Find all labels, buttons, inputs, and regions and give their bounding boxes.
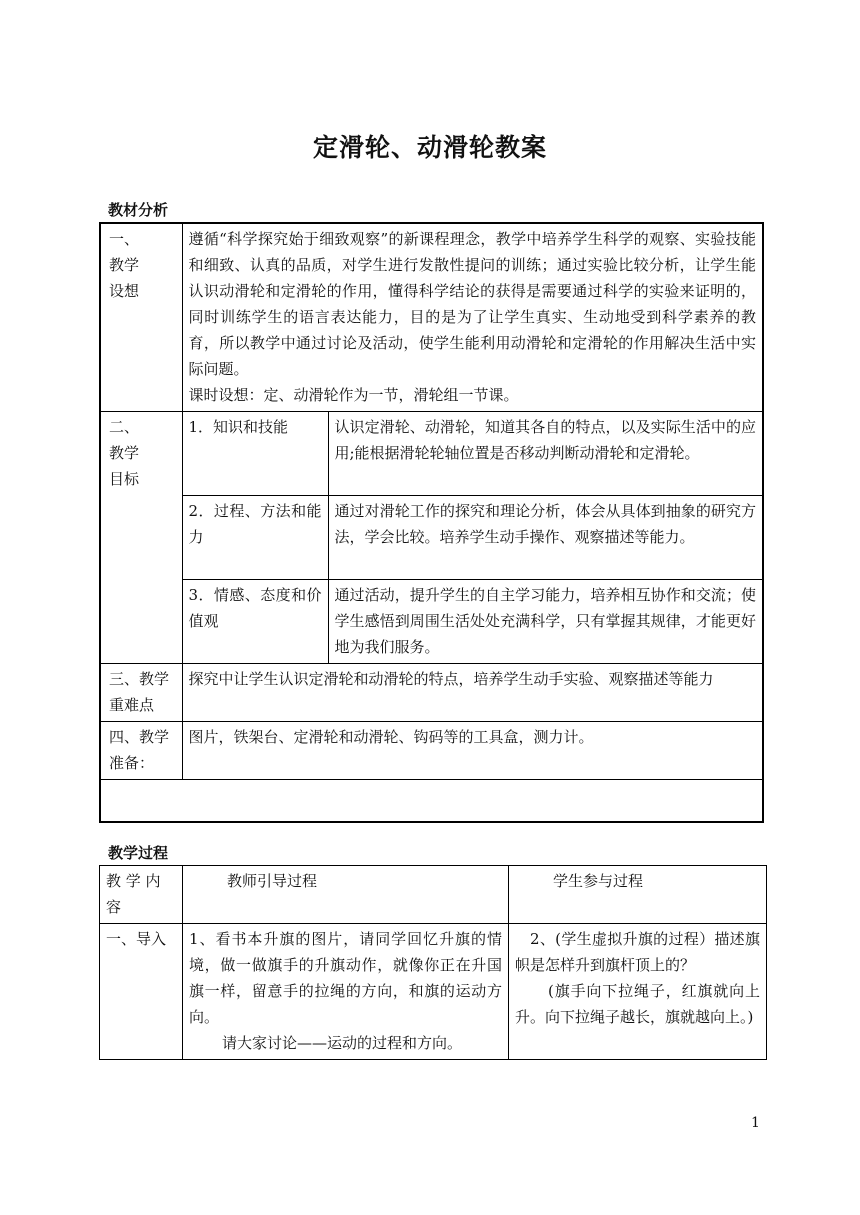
design-row-header: 一、 教学 设想 [100,223,182,412]
process-row [100,924,767,1060]
student-participation [509,924,767,1060]
empty-cell [100,780,763,823]
design-row [100,223,763,412]
header-content: 教 学 内 容 [100,866,183,924]
goal-row [100,580,763,664]
student-step-1: 2、(学生虚拟升旗的过程）描述旗帜是怎样升到旗杆顶上的？ [515,930,760,974]
design-text: 遵循“科学探究始于细致观察”的新课程理念，教学中培养学生科学的观察、实验技能和细致、认真的品质，对学生进行发散性提问的训练；通过实验比较分析，让学生能认识动滑轮和定滑轮的作用，懂得科学结论的获得是需要通过科学的实验来证明的，同时训练学生的语言表达能力，目的是为了让学生真实、生动地受到科学素养的教育，所以教学中通过讨论及活动，使学生能利用动滑轮和定滑轮的作用解决生活中实际问题。 [188,230,757,378]
page-number: 1 [751,1115,760,1131]
difficulty-row-header: 三、教学 重难点 [100,664,182,722]
student-step-2: (旗手向下拉绳子，红旗就向上升。向下拉绳子越长，旗就越向上。) [515,982,760,1026]
difficulty-text: 探究中让学生认识定滑轮和动滑轮的特点，培养学生动手实验、观察描述等能力 [182,664,763,722]
process-step: 一、导入 [100,924,183,1060]
teacher-step-1: 1、看书本升旗的图片，请同学回忆升旗的情境，做一做旗手的升旗动作，就像你正在升国旗一样，留意手的拉绳的方向，和旗的运动方向。 [189,930,502,1026]
difficulty-row [100,664,763,722]
document-title: 定滑轮、动滑轮教案 [312,133,547,162]
header-student: 学生参与过程 [509,866,767,924]
goals-row-header: 二、 教学 目标 [100,412,182,664]
header-row [100,866,767,924]
goal-text: 认识定滑轮、动滑轮，知道其各自的特点，以及实际生活中的应用;能根据滑轮轮轴位置是否移动判断动滑轮和定滑轮。 [328,412,763,496]
section-label-teaching-process: 教学过程 [108,844,169,862]
goal-text: 通过对滑轮工作的探究和理论分析，体会从具体到抽象的研究方法，学会比较。培养学生动手操作、观察描述等能力。 [328,496,763,580]
goal-row [100,496,763,580]
teacher-step-2: 请大家讨论——运动的过程和方向。 [222,1034,463,1052]
material-analysis-table [99,222,764,823]
lesson-plan-note: 课时设想：定、动滑轮作为一节，滑轮组一节课。 [188,386,519,404]
header-teacher: 教师引导过程 [183,866,509,924]
design-row-body [182,223,763,412]
teacher-guidance [183,924,509,1060]
goal-row [100,412,763,496]
prep-row [100,722,763,780]
teaching-process-table [99,865,767,1060]
empty-row [100,780,763,823]
section-label-material-analysis: 教材分析 [108,201,169,219]
goal-label: 1．知识和技能 [182,412,328,496]
goal-label: 2．过程、方法和能力 [182,496,328,580]
prep-row-header: 四、教学 准备： [100,722,182,780]
prep-text: 图片，铁架台、定滑轮和动滑轮、钩码等的工具盒，测力计。 [182,722,763,780]
goal-text: 通过活动，提升学生的自主学习能力，培养相互协作和交流；使学生感悟到周围生活处处充满科学，只有掌握其规律，才能更好地为我们服务。 [328,580,763,664]
goal-label: 3．情感、态度和价值观 [182,580,328,664]
